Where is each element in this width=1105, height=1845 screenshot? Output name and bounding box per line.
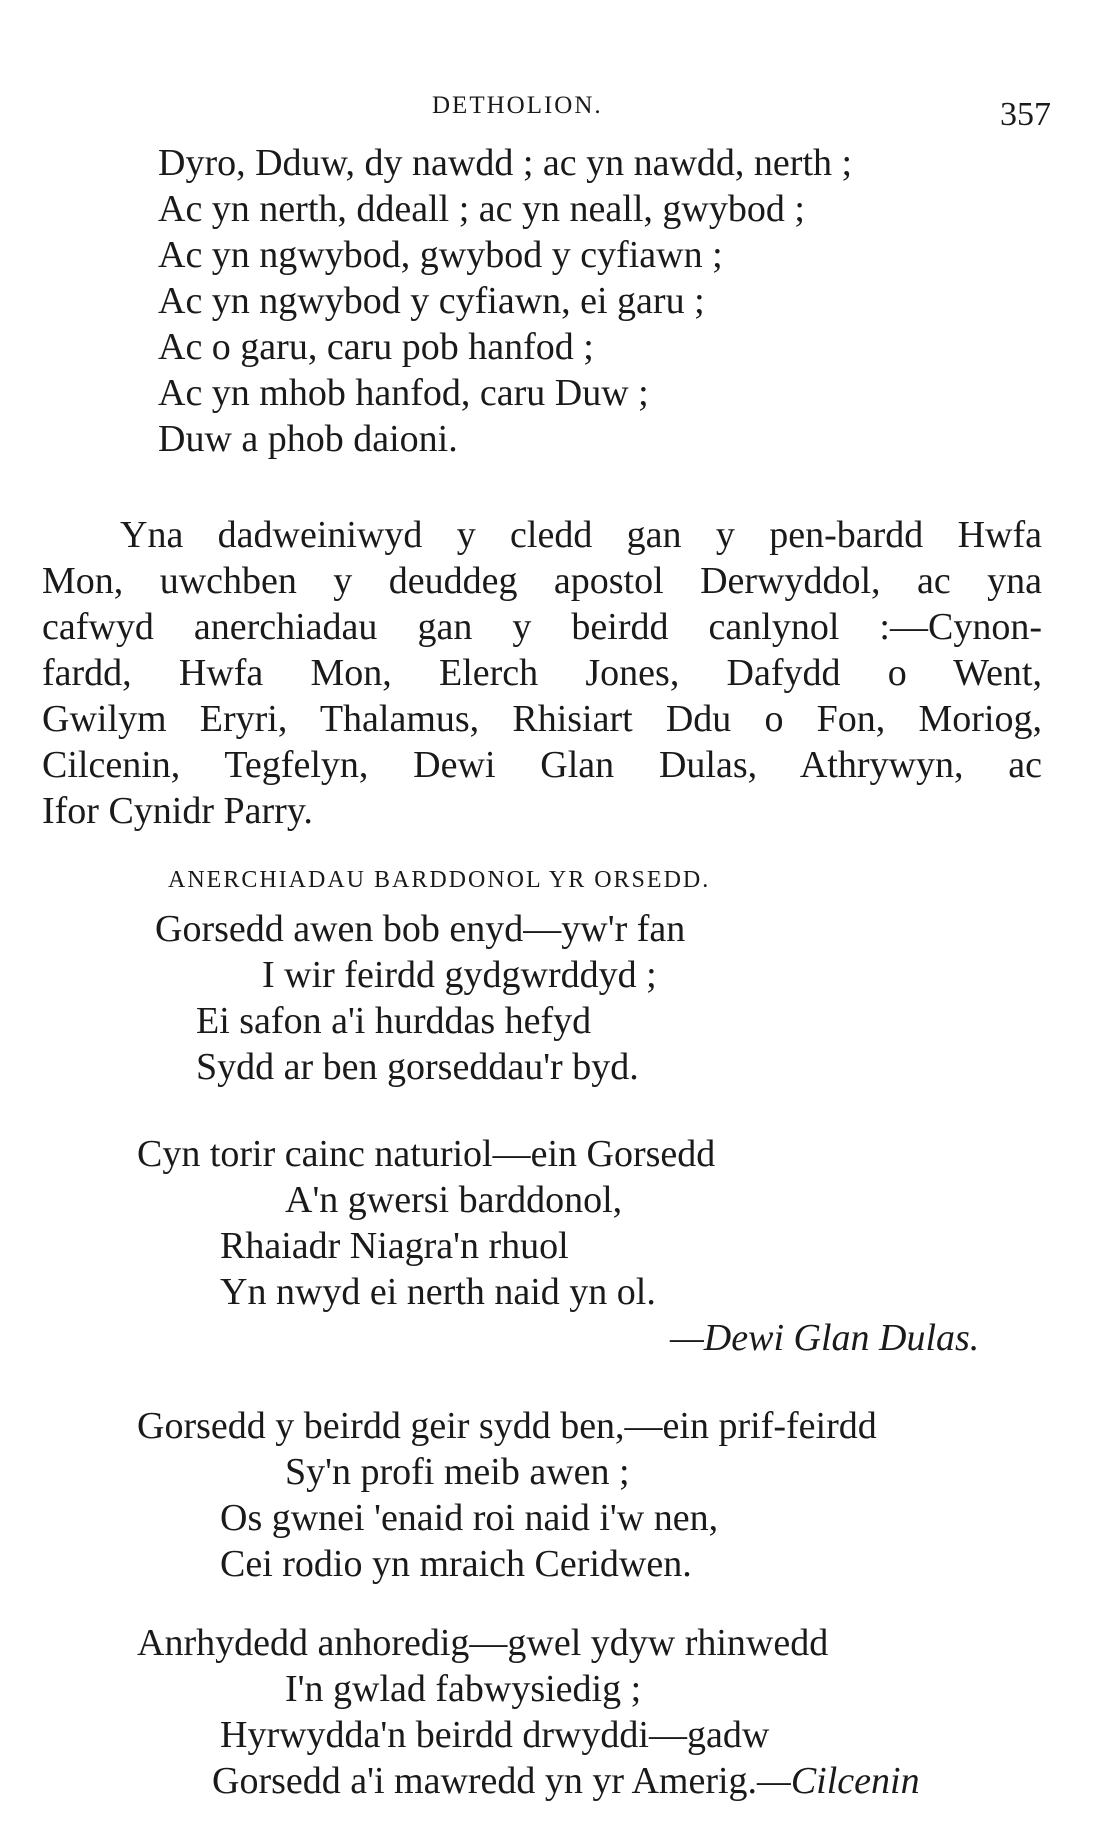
- stanza-line: Anrhydedd anhoredig—gwel ydyw rhinwedd: [137, 1622, 829, 1664]
- stanza-line: I'n gwlad fabwysiedig ;: [285, 1668, 642, 1710]
- attribution: —Dewi Glan Dulas.: [670, 1317, 980, 1359]
- stanza-line: Sydd ar ben gorseddau'r byd.: [196, 1046, 639, 1088]
- attribution: —Cilcenin: [757, 1760, 920, 1802]
- verse-line: Ac yn nerth, ddeall ; ac yn neall, gwybod ;: [158, 188, 805, 230]
- stanza-line: I wir feirdd gydgwrddyd ;: [262, 954, 657, 996]
- stanza-line: Rhaiadr Niagra'n rhuol: [220, 1225, 569, 1267]
- stanza-line: Os gwnei 'enaid roi naid i'w nen,: [220, 1497, 719, 1539]
- page-number: 357: [1000, 96, 1051, 133]
- running-header: DETHOLION.: [432, 92, 603, 119]
- section-heading: ANERCHIADAU BARDDONOL YR ORSEDD.: [168, 867, 711, 893]
- stanza-line: Cyn torir cainc naturiol—ein Gorsedd: [137, 1133, 716, 1175]
- verse-line: Ac o garu, caru pob hanfod ;: [158, 326, 594, 368]
- paragraph-line: Yna dadweiniwyd y cledd gan y pen-bardd Hwfa: [120, 514, 1042, 556]
- stanza-line: Ei safon a'i hurddas hefyd: [196, 1000, 592, 1042]
- stanza-line: Yn nwyd ei nerth naid yn ol.: [220, 1271, 656, 1313]
- paragraph-line: Ifor Cynidr Parry.: [42, 790, 313, 832]
- stanza-line: Gorsedd awen bob enyd—yw'r fan: [155, 908, 686, 950]
- stanza-line: A'n gwersi barddonol,: [285, 1179, 623, 1221]
- stanza-line: Hyrwydda'n beirdd drwyddi—gadw: [220, 1714, 770, 1756]
- verse-line: Ac yn mhob hanfod, caru Duw ;: [158, 372, 649, 414]
- verse-line: Ac yn ngwybod, gwybod y cyfiawn ;: [158, 234, 723, 276]
- stanza-line: Gorsedd a'i mawredd yn yr Amerig.: [212, 1760, 758, 1802]
- stanza-line-with-attribution: [212, 1759, 920, 1804]
- stanza-line: Gorsedd y beirdd geir sydd ben,—ein prif-feirdd: [137, 1405, 877, 1447]
- paragraph-line: fardd, Hwfa Mon, Elerch Jones, Dafydd o Went,: [42, 652, 1042, 694]
- paragraph-line: Cilcenin, Tegfelyn, Dewi Glan Dulas, Athrywyn, ac: [42, 744, 1042, 786]
- stanza-line: Sy'n profi meib awen ;: [285, 1451, 630, 1493]
- verse-line: Dyro, Dduw, dy nawdd ; ac yn nawdd, nerth ;: [158, 142, 853, 184]
- paragraph-line: cafwyd anerchiadau gan y beirdd canlynol :—Cynon-: [42, 606, 1042, 648]
- verse-line: Duw a phob daioni.: [158, 418, 458, 460]
- stanza-line: Cei rodio yn mraich Ceridwen.: [220, 1543, 692, 1585]
- verse-line: Ac yn ngwybod y cyfiawn, ei garu ;: [158, 280, 705, 322]
- prose-paragraph: [42, 512, 1042, 834]
- paragraph-line: Gwilym Eryri, Thalamus, Rhisiart Ddu o Fon, Moriog,: [42, 698, 1042, 740]
- paragraph-line: Mon, uwchben y deuddeg apostol Derwyddol, ac yna: [42, 560, 1042, 602]
